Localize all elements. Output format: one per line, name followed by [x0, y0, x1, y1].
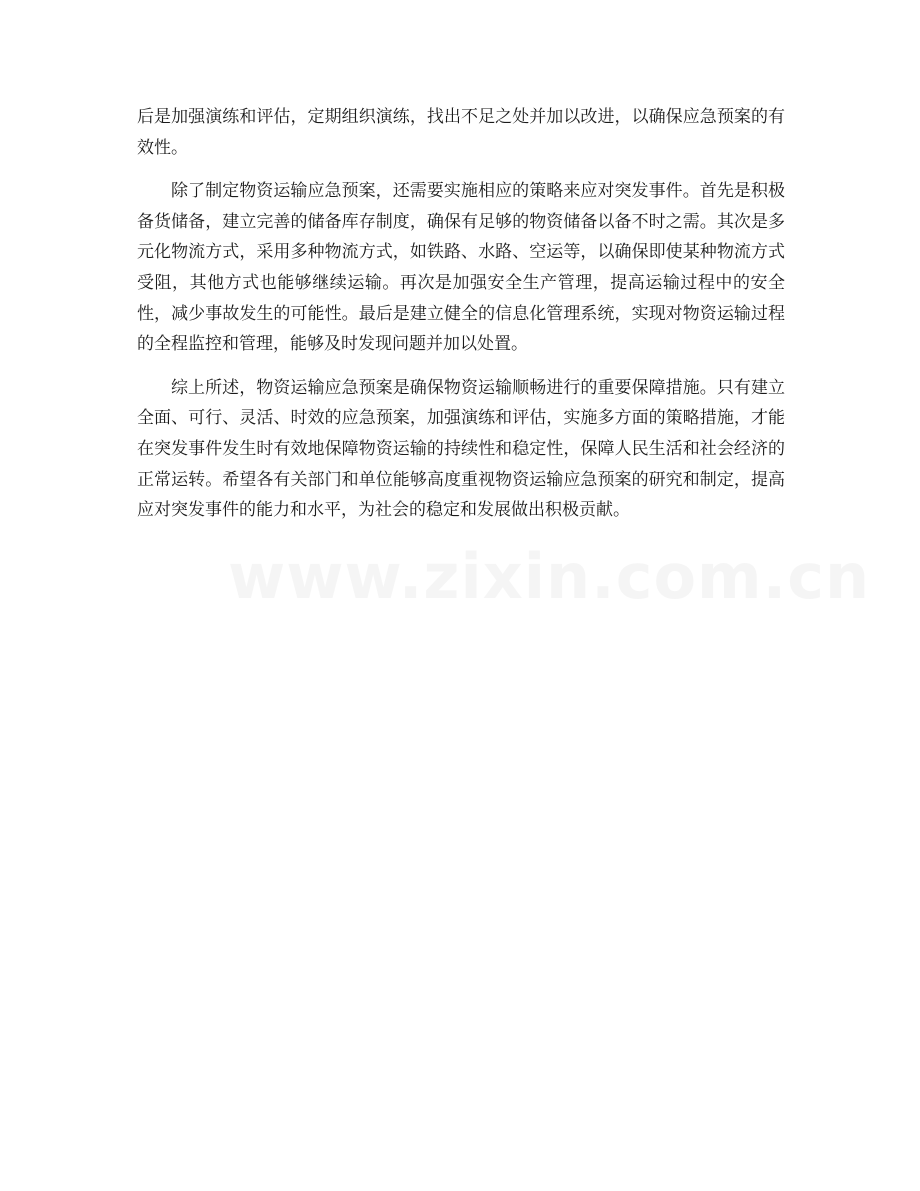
paragraph-continuation: 后是加强演练和评估，定期组织演练，找出不足之处并加以改进，以确保应急预案的有效性。: [137, 107, 785, 158]
paragraph-strategies: 除了制定物资运输应急预案，还需要实施相应的策略来应对突发事件。首先是积极备货储备，建立完善的储备库存制度，确保有足够的物资储备以备不时之需。其次是多元化物流方式，采用多种物流方式，如铁路、水路、空运等，以确保即使某种物流方式受阻，其他方式也能够继续运输。再次是加强安全生产管理，提高运输过程中的安全性，减少事故发生的可能性。最后是建立健全的信息化管理系统，实现对物资运输过程的全程监控和管理，能够及时发现问题并加以处置。: [137, 181, 785, 355]
watermark: www.zixin.com.cn: [228, 540, 871, 613]
paragraph-conclusion: 综上所述，物资运输应急预案是确保物资运输顺畅进行的重要保障措施。只有建立全面、可行、灵活、时效的应急预案，加强演练和评估，实施多方面的策略措施，才能在突发事件发生时有效地保障物资运输的持续性和稳定性，保障人民生活和社会经济的正常运转。希望各有关部门和单位能够高度重视物资运输应急预案的研究和制定，提高应对突发事件的能力和水平，为社会的稳定和发展做出积极贡献。: [137, 377, 785, 521]
document-body: [137, 102, 785, 539]
